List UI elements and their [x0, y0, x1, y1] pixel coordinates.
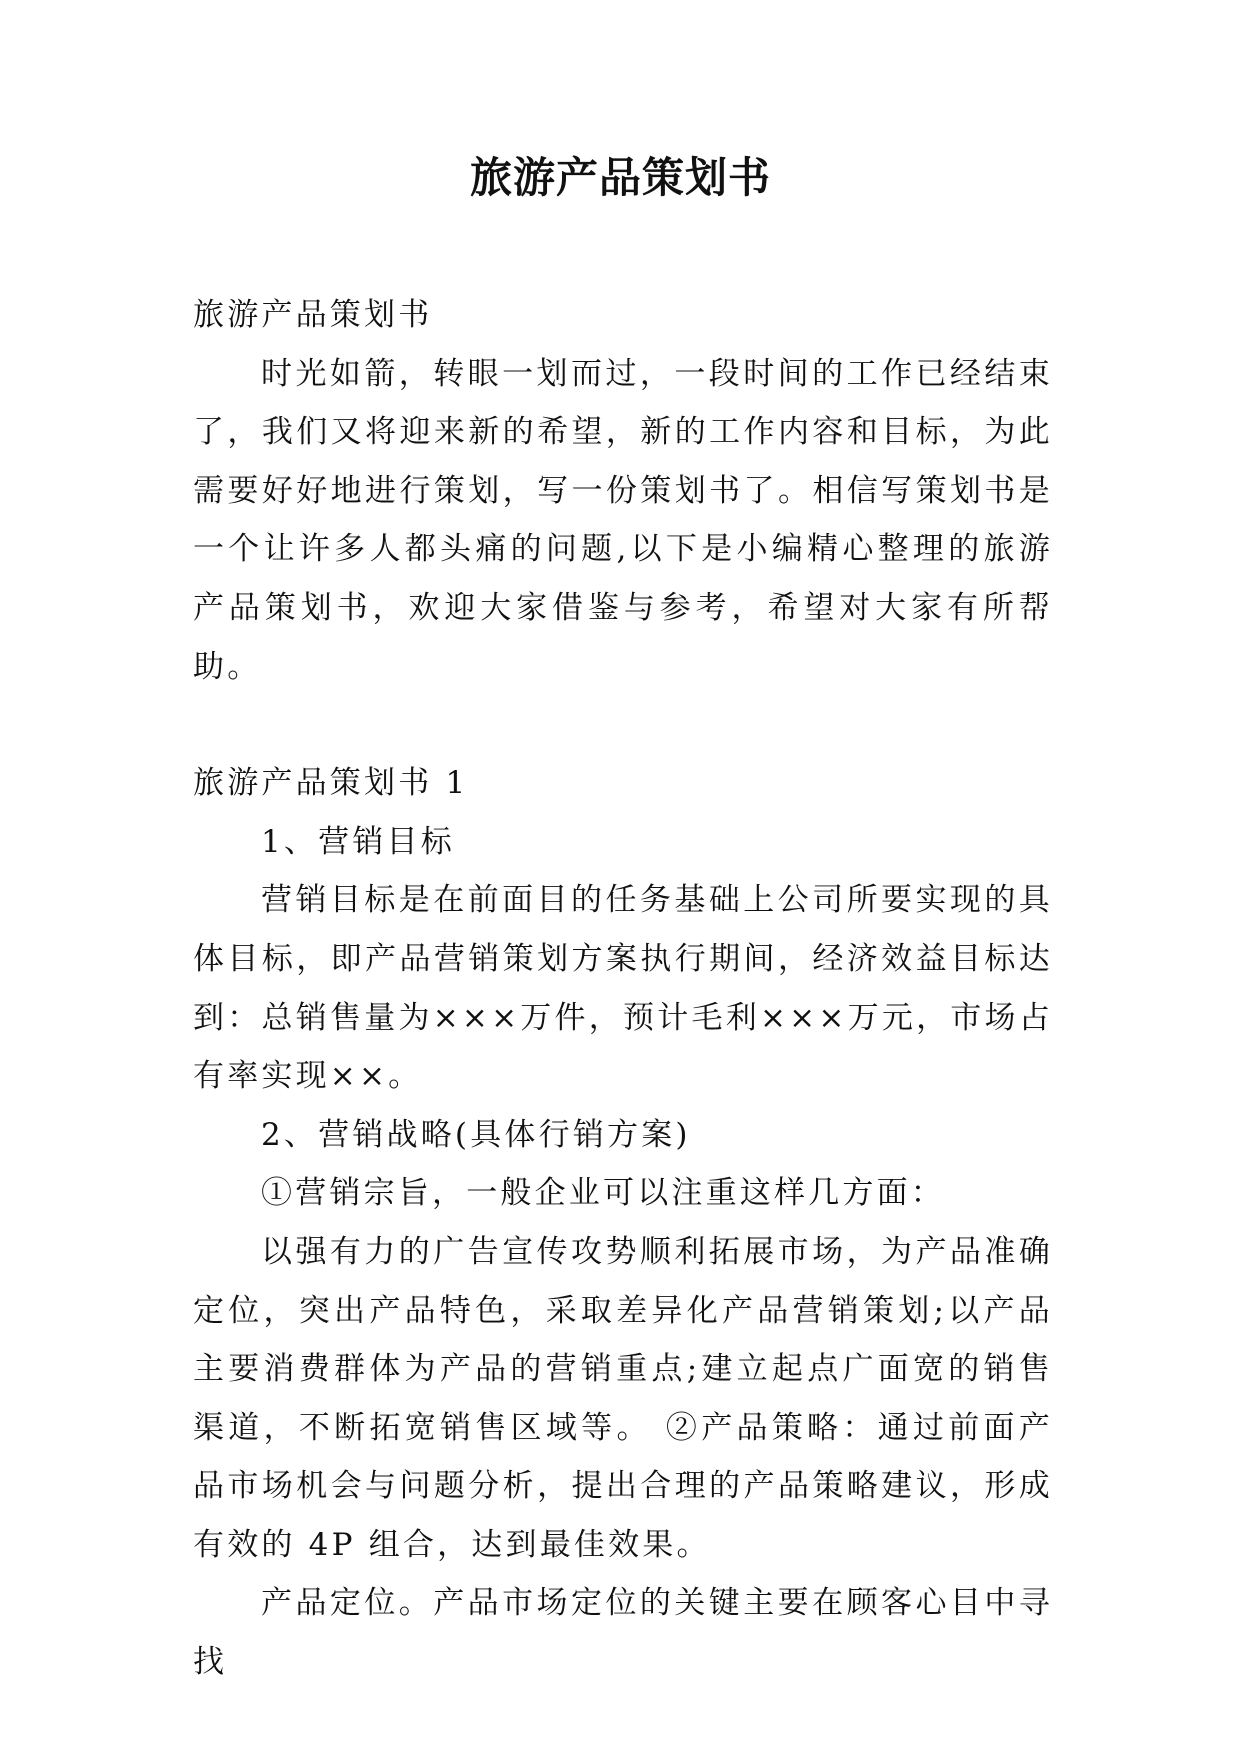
document-body [193, 286, 1053, 1692]
item1-heading: 1、营销目标 [261, 823, 455, 860]
section-spacer [193, 696, 1053, 754]
item2-positioning: 产品定位。产品市场定位的关键主要在顾客心目中寻找 [193, 1585, 1053, 1681]
item2-heading: 2、营销战略(具体行销方案) [261, 1116, 691, 1153]
section1-heading: 旅游产品策划书 1 [193, 765, 469, 802]
item1-paragraph: 营销目标是在前面目的任务基础上公司所要实现的具体目标，即产品营销策划方案执行期间，经济效益目标达到：总销售量为×××万件，预计毛利×××万元，市场占有率实现××。 [193, 882, 1053, 1095]
document-title: 旅游产品策划书 [469, 153, 771, 202]
intro-paragraph: 时光如箭，转眼一划而过，一段时间的工作已经结束了，我们又将迎来新的希望，新的工作内容和目标，为此需要好好地进行策划，写一份策划书了。相信写策划书是一个让许多人都头痛的问题,以下是小编精心整理的旅游产品策划书，欢迎大家借鉴与参考，希望对大家有所帮助。 [193, 355, 1053, 685]
item2-paragraph: 以强有力的广告宣传攻势顺利拓展市场，为产品准确定位，突出产品特色，采取差异化产品营销策划;以产品主要消费群体为产品的营销重点;建立起点广面宽的销售渠道，不断拓宽销售区域等。 ②产品策略：通过前面产品市场机会与问题分析，提出合理的产品策略建议，形成有效的 4P 组合，达到最佳效果。 [193, 1233, 1053, 1563]
item2-sub1: ①营销宗旨，一般企业可以注重这样几方面： [261, 1175, 945, 1212]
intro-heading: 旅游产品策划书 [193, 297, 433, 333]
